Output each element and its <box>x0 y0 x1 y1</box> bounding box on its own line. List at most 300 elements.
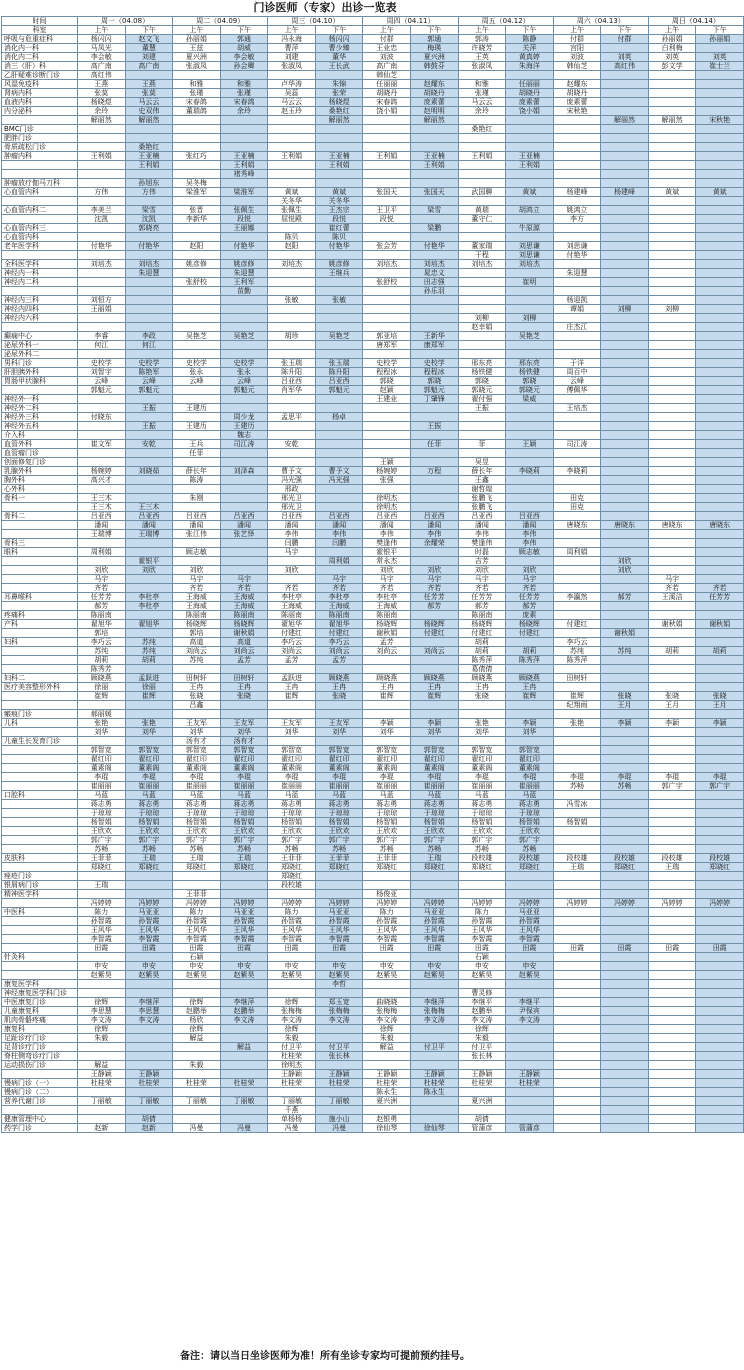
doctor-pm-cell: 韩鼓芬 <box>410 62 458 71</box>
doctor-pm-cell <box>410 125 458 134</box>
doctor-pm-cell: 刘欣 <box>601 566 649 575</box>
doctor-pm-cell: 申安 <box>125 962 173 971</box>
doctor-pm-cell <box>696 305 744 314</box>
doctor-am-cell <box>268 179 316 188</box>
department-name: 乳腺外科 <box>2 467 78 476</box>
doctor-am-cell: 屈悦殿 <box>268 215 316 224</box>
doctor-pm-cell: 李文涛 <box>315 1016 363 1025</box>
doctor-am-cell: 曲晓晓 <box>363 998 411 1007</box>
doctor-am-cell: 郑晓红 <box>458 863 506 872</box>
department-name: 骨质疏松门诊 <box>2 143 78 152</box>
schedule-row <box>2 233 744 242</box>
doctor-am-cell: 赵鹏举 <box>458 1007 506 1016</box>
doctor-am-cell: 李智霞 <box>78 935 126 944</box>
doctor-am-cell <box>648 530 696 539</box>
doctor-pm-cell <box>601 422 649 431</box>
doctor-am-cell <box>648 539 696 548</box>
doctor-pm-cell: 司江涛 <box>220 440 268 449</box>
doctor-am-cell: 徐辉 <box>458 1025 506 1034</box>
doctor-am-cell: 马宇 <box>363 575 411 584</box>
department-name: 骨科二 <box>2 512 78 521</box>
doctor-am-cell: 刘欣 <box>363 566 411 575</box>
weekend-merged-doctor: 谭娟 <box>553 305 601 314</box>
doctor-pm-cell <box>696 989 744 998</box>
doctor-pm-cell <box>506 323 554 332</box>
schedule-row <box>2 818 744 827</box>
doctor-am-cell: 蒋志勇 <box>268 800 316 809</box>
doctor-pm-cell <box>696 422 744 431</box>
doctor-pm-cell <box>696 881 744 890</box>
doctor-pm-cell <box>506 638 554 647</box>
doctor-pm-cell: 李会敏 <box>220 53 268 62</box>
schedule-row <box>2 836 744 845</box>
doctor-am-cell: 武国聊 <box>458 188 506 197</box>
doctor-pm-cell <box>410 1106 458 1115</box>
doctor-pm-cell <box>125 1061 173 1070</box>
doctor-am-cell: 崔辉 <box>363 692 411 701</box>
doctor-am-cell <box>173 1115 221 1124</box>
doctor-am-cell <box>648 971 696 980</box>
schedule-row <box>2 278 744 287</box>
doctor-am-cell <box>458 422 506 431</box>
doctor-pm-cell <box>220 233 268 242</box>
doctor-pm-cell <box>601 1025 649 1034</box>
doctor-am-cell: 李巧云 <box>268 638 316 647</box>
department-name <box>2 755 78 764</box>
doctor-am-cell <box>363 314 411 323</box>
doctor-am-cell <box>553 755 601 764</box>
doctor-am-cell: 郭广宇 <box>458 836 506 845</box>
doctor-am-cell: 胡晓丹 <box>363 89 411 98</box>
doctor-am-cell: 李颖 <box>363 719 411 728</box>
doctor-am-cell <box>268 314 316 323</box>
doctor-am-cell: 郝芳 <box>78 602 126 611</box>
doctor-am-cell <box>648 404 696 413</box>
schedule-row <box>2 206 744 215</box>
doctor-am-cell: 陈力 <box>173 908 221 917</box>
doctor-pm-cell <box>125 431 173 440</box>
doctor-am-cell: 申安 <box>458 962 506 971</box>
doctor-pm-cell: 陈贝 <box>315 233 363 242</box>
doctor-am-cell <box>553 953 601 962</box>
doctor-pm-cell <box>506 476 554 485</box>
doctor-pm-cell: 郝芳 <box>601 593 649 602</box>
doctor-pm-cell: 郭魁元 <box>220 386 268 395</box>
doctor-pm-cell: 王亚楠 <box>506 152 554 161</box>
doctor-pm-cell <box>220 323 268 332</box>
doctor-am-cell: 赵紫昊 <box>78 971 126 980</box>
doctor-pm-cell: 马蓝 <box>125 791 173 800</box>
doctor-pm-cell <box>696 161 744 170</box>
doctor-am-cell: 刘智宇 <box>78 368 126 377</box>
doctor-pm-cell: 王静颖 <box>125 1070 173 1079</box>
doctor-pm-cell <box>601 107 649 116</box>
doctor-pm-cell <box>696 1088 744 1097</box>
doctor-pm-cell <box>125 1034 173 1043</box>
doctor-pm-cell: 云峰 <box>125 377 173 386</box>
doctor-pm-cell: 邢东亮 <box>506 359 554 368</box>
doctor-am-cell: 胡莉 <box>78 656 126 665</box>
doctor-pm-cell: 王杰宗 <box>315 206 363 215</box>
doctor-pm-cell: 周少龙 <box>220 413 268 422</box>
doctor-pm-cell: 赵新 <box>125 1124 173 1133</box>
doctor-pm-cell <box>410 1097 458 1106</box>
schedule-row <box>2 116 744 125</box>
doctor-pm-cell <box>601 89 649 98</box>
doctor-pm-cell <box>601 962 649 971</box>
doctor-am-cell: 解丽然 <box>648 116 696 125</box>
doctor-pm-cell: 董素阁 <box>125 764 173 773</box>
corner-dept-label: 科室 <box>2 26 78 35</box>
schedule-row <box>2 458 744 467</box>
doctor-am-cell: 胡珍 <box>268 332 316 341</box>
doctor-pm-cell: 吕亚西 <box>315 377 363 386</box>
doctor-am-cell <box>553 809 601 818</box>
doctor-am-cell: 申安 <box>78 962 126 971</box>
doctor-pm-cell <box>410 638 458 647</box>
doctor-am-cell: 吕鑫 <box>173 701 221 710</box>
doctor-am-cell: 申安 <box>173 962 221 971</box>
doctor-am-cell <box>268 269 316 278</box>
doctor-pm-cell: 付群 <box>601 35 649 44</box>
doctor-pm-cell: 王利娟 <box>125 161 173 170</box>
doctor-am-cell: 周利娟 <box>553 548 601 557</box>
department-name: 妇科二 <box>2 674 78 683</box>
doctor-pm-cell <box>601 1034 649 1043</box>
doctor-am-cell: 王瑞 <box>173 854 221 863</box>
doctor-pm-cell: 丁丽敏 <box>315 1097 363 1106</box>
department-name <box>2 557 78 566</box>
doctor-pm-cell: 王瑞博 <box>125 530 173 539</box>
doctor-pm-cell: 赵文飞 <box>125 35 173 44</box>
doctor-pm-cell: 王建历 <box>220 422 268 431</box>
schedule-row <box>2 809 744 818</box>
doctor-am-cell: 王菲菲 <box>173 890 221 899</box>
doctor-pm-cell: 孙智霞 <box>506 917 554 926</box>
department-name: 泌尿外科一 <box>2 341 78 350</box>
doctor-am-cell: 李颖 <box>648 719 696 728</box>
doctor-pm-cell <box>601 818 649 827</box>
doctor-am-cell <box>363 404 411 413</box>
doctor-am-cell <box>268 989 316 998</box>
doctor-pm-cell: 翟旭华 <box>125 620 173 629</box>
doctor-am-cell <box>458 134 506 143</box>
doctor-am-cell: 付艳华 <box>553 251 601 260</box>
doctor-pm-cell <box>506 980 554 989</box>
doctor-am-cell <box>363 269 411 278</box>
doctor-pm-cell: 赵明明 <box>410 107 458 116</box>
doctor-pm-cell: 杜桂荣 <box>220 1079 268 1088</box>
doctor-am-cell: 胡晓丹 <box>553 89 601 98</box>
doctor-pm-cell <box>601 413 649 422</box>
doctor-pm-cell <box>601 44 649 53</box>
schedule-row <box>2 377 744 386</box>
schedule-row <box>2 575 744 584</box>
doctor-am-cell: 李文涛 <box>268 1016 316 1025</box>
doctor-am-cell: 崔辉 <box>553 692 601 701</box>
doctor-am-cell <box>553 71 601 80</box>
schedule-row <box>2 341 744 350</box>
doctor-am-cell <box>78 251 126 260</box>
doctor-am-cell: 赵鹏举 <box>173 1007 221 1016</box>
doctor-am-cell: 陈秀芳 <box>78 665 126 674</box>
doctor-am-cell: 王丽娟 <box>78 305 126 314</box>
doctor-pm-cell: 李哲 <box>315 980 363 989</box>
doctor-pm-cell: 苗勤 <box>220 287 268 296</box>
doctor-pm-cell: 蒋志勇 <box>125 800 173 809</box>
doctor-am-cell: 胡莉 <box>458 647 506 656</box>
doctor-am-cell: 谢哲煌 <box>458 485 506 494</box>
doctor-am-cell: 董素阁 <box>363 764 411 773</box>
doctor-am-cell <box>553 989 601 998</box>
doctor-am-cell: 杨智娟 <box>173 818 221 827</box>
doctor-am-cell: 翟旭华 <box>268 620 316 629</box>
doctor-pm-cell: 康郑军 <box>410 341 458 350</box>
doctor-pm-cell: 谢秋娟 <box>696 620 744 629</box>
doctor-pm-cell <box>410 431 458 440</box>
doctor-pm-cell: 郑晓红 <box>315 863 363 872</box>
doctor-pm-cell: 郑晓红 <box>410 863 458 872</box>
doctor-pm-cell: 朱海洋 <box>506 62 554 71</box>
doctor-pm-cell <box>601 971 649 980</box>
doctor-am-cell <box>173 350 221 359</box>
department-name <box>2 935 78 944</box>
doctor-am-cell: 云峰 <box>173 377 221 386</box>
schedule-row <box>2 260 744 269</box>
doctor-am-cell <box>553 287 601 296</box>
doctor-pm-cell: 王海威 <box>220 602 268 611</box>
doctor-pm-cell: 苏畅 <box>410 845 458 854</box>
doctor-am-cell: 王友军 <box>173 719 221 728</box>
doctor-pm-cell: 刘欣 <box>410 566 458 575</box>
doctor-am-cell: 王友军 <box>268 719 316 728</box>
day-header: 周三（04.10） <box>268 17 363 26</box>
doctor-pm-cell <box>220 251 268 260</box>
doctor-pm-cell: 王利娟 <box>315 161 363 170</box>
doctor-am-cell <box>553 566 601 575</box>
doctor-pm-cell: 李伟 <box>410 530 458 539</box>
doctor-am-cell: 姚鸿立 <box>553 206 601 215</box>
doctor-am-cell: 丁丽敏 <box>268 1097 316 1106</box>
doctor-am-cell <box>553 665 601 674</box>
doctor-am-cell <box>553 233 601 242</box>
doctor-am-cell: 葛倩倩 <box>458 665 506 674</box>
doctor-pm-cell <box>315 134 363 143</box>
doctor-pm-cell <box>315 350 363 359</box>
doctor-am-cell: 刘培杰 <box>458 260 506 269</box>
doctor-pm-cell: 孙智霞 <box>315 917 363 926</box>
header-days-row <box>2 17 744 26</box>
doctor-am-cell <box>78 278 126 287</box>
doctor-pm-cell: 崔丽丽 <box>506 782 554 791</box>
doctor-am-cell <box>363 989 411 998</box>
doctor-pm-cell <box>601 215 649 224</box>
doctor-pm-cell <box>696 1007 744 1016</box>
doctor-am-cell <box>553 413 601 422</box>
doctor-am-cell: 菲 <box>458 440 506 449</box>
doctor-pm-cell <box>506 881 554 890</box>
doctor-am-cell <box>458 305 506 314</box>
doctor-am-cell <box>363 305 411 314</box>
doctor-pm-cell: 陈永生 <box>410 1088 458 1097</box>
doctor-am-cell: 陈贝 <box>268 233 316 242</box>
doctor-am-cell: 樊逢伟 <box>363 539 411 548</box>
doctor-am-cell: 郭亚培 <box>363 332 411 341</box>
doctor-pm-cell: 顾志敏 <box>506 548 554 557</box>
doctor-pm-cell: 王冉 <box>220 683 268 692</box>
doctor-am-cell: 冯婷婷 <box>363 899 411 908</box>
doctor-pm-cell <box>410 701 458 710</box>
doctor-pm-cell <box>601 656 649 665</box>
doctor-pm-cell: 吕亚西 <box>220 512 268 521</box>
doctor-pm-cell <box>696 503 744 512</box>
doctor-am-cell <box>173 485 221 494</box>
doctor-am-cell <box>648 377 696 386</box>
doctor-am-cell <box>553 449 601 458</box>
doctor-pm-cell <box>696 224 744 233</box>
doctor-am-cell: 孙丽娟 <box>173 35 221 44</box>
doctor-pm-cell <box>696 746 744 755</box>
doctor-am-cell: 顾志敏 <box>173 548 221 557</box>
doctor-am-cell: 徐明杰 <box>363 503 411 512</box>
doctor-pm-cell: 李伟 <box>506 539 554 548</box>
doctor-am-cell: 干程 <box>458 251 506 260</box>
doctor-am-cell <box>363 350 411 359</box>
doctor-am-cell: 翟红印 <box>268 755 316 764</box>
doctor-am-cell <box>648 827 696 836</box>
doctor-pm-cell: 王风华 <box>125 926 173 935</box>
doctor-pm-cell: 谢秋娟 <box>220 629 268 638</box>
doctor-pm-cell <box>696 431 744 440</box>
department-name: 妇科 <box>2 638 78 647</box>
doctor-am-cell: 陈力 <box>363 908 411 917</box>
doctor-am-cell: 黄斌 <box>268 188 316 197</box>
doctor-am-cell <box>648 395 696 404</box>
doctor-pm-cell <box>696 1079 744 1088</box>
doctor-pm-cell: 胡莉 <box>506 647 554 656</box>
doctor-pm-cell: 赵耀东 <box>410 80 458 89</box>
doctor-am-cell <box>363 872 411 881</box>
header-period-row <box>2 26 744 35</box>
doctor-am-cell <box>648 674 696 683</box>
doctor-pm-cell: 郝芳 <box>410 602 458 611</box>
doctor-pm-cell <box>601 872 649 881</box>
doctor-am-cell <box>553 611 601 620</box>
doctor-pm-cell: 王静颖 <box>410 1070 458 1079</box>
doctor-pm-cell: 张玉瑞 <box>315 359 363 368</box>
doctor-am-cell <box>363 431 411 440</box>
doctor-pm-cell <box>125 1052 173 1061</box>
doctor-pm-cell <box>601 80 649 89</box>
doctor-am-cell: 李伟 <box>363 530 411 539</box>
doctor-am-cell: 张莫 <box>78 89 126 98</box>
doctor-pm-cell: 齐若 <box>506 584 554 593</box>
doctor-pm-cell: 孙会卿 <box>220 62 268 71</box>
doctor-pm-cell: 杨智娟 <box>315 818 363 827</box>
department-name: 全科医学科 <box>2 260 78 269</box>
doctor-am-cell: 崔丽丽 <box>363 782 411 791</box>
doctor-am-cell: 王培杰 <box>553 404 601 413</box>
doctor-pm-cell: 马亚亚 <box>315 908 363 917</box>
department-name <box>2 287 78 296</box>
doctor-am-cell: 石颖 <box>173 953 221 962</box>
doctor-am-cell <box>553 1007 601 1016</box>
doctor-am-cell <box>268 287 316 296</box>
doctor-am-cell: 潘闻 <box>173 521 221 530</box>
doctor-am-cell: 王菲菲 <box>363 854 411 863</box>
doctor-am-cell <box>648 800 696 809</box>
doctor-am-cell: 时磊 <box>458 548 506 557</box>
doctor-am-cell: 杜桂荣 <box>458 1079 506 1088</box>
doctor-pm-cell <box>601 71 649 80</box>
doctor-pm-cell: 吴艳芝 <box>315 332 363 341</box>
doctor-pm-cell: 梁淮军 <box>220 188 268 197</box>
doctor-pm-cell <box>506 557 554 566</box>
doctor-am-cell: 霍银平 <box>363 548 411 557</box>
doctor-pm-cell: 董素阁 <box>506 764 554 773</box>
doctor-am-cell <box>363 197 411 206</box>
doctor-pm-cell <box>506 341 554 350</box>
doctor-pm-cell <box>315 566 363 575</box>
doctor-am-cell <box>648 1070 696 1079</box>
doctor-pm-cell: 刘思谦 <box>506 251 554 260</box>
doctor-am-cell <box>268 431 316 440</box>
doctor-am-cell: 田克 <box>553 503 601 512</box>
doctor-pm-cell: 张永 <box>220 368 268 377</box>
doctor-am-cell: 高广南 <box>78 62 126 71</box>
doctor-am-cell <box>363 656 411 665</box>
period-am: 上午 <box>553 26 601 35</box>
doctor-pm-cell <box>315 404 363 413</box>
doctor-am-cell: 李伟 <box>458 530 506 539</box>
doctor-am-cell: 苏纯 <box>78 647 126 656</box>
doctor-pm-cell: 王颖 <box>506 440 554 449</box>
doctor-am-cell <box>553 485 601 494</box>
doctor-pm-cell <box>696 1034 744 1043</box>
doctor-pm-cell <box>220 314 268 323</box>
doctor-am-cell <box>553 179 601 188</box>
doctor-pm-cell <box>696 611 744 620</box>
doctor-pm-cell <box>125 350 173 359</box>
doctor-pm-cell: 蒋志勇 <box>315 800 363 809</box>
doctor-am-cell: 段校雄 <box>648 854 696 863</box>
doctor-pm-cell: 夏兴洲 <box>410 53 458 62</box>
doctor-am-cell: 曹予文 <box>268 467 316 476</box>
doctor-pm-cell <box>696 98 744 107</box>
doctor-pm-cell <box>410 872 458 881</box>
doctor-pm-cell <box>506 233 554 242</box>
doctor-am-cell <box>268 575 316 584</box>
doctor-am-cell: 孙智霞 <box>78 917 126 926</box>
doctor-am-cell: 董素阁 <box>78 764 126 773</box>
doctor-am-cell: 王建业 <box>363 395 411 404</box>
doctor-am-cell: 李巧云 <box>553 638 601 647</box>
doctor-pm-cell <box>220 557 268 566</box>
doctor-pm-cell: 吴艳芝 <box>506 332 554 341</box>
doctor-pm-cell: 付建红 <box>410 629 458 638</box>
doctor-pm-cell: 田志强 <box>410 278 458 287</box>
doctor-am-cell <box>268 134 316 143</box>
doctor-pm-cell: 丁丽敏 <box>125 1097 173 1106</box>
doctor-am-cell <box>173 314 221 323</box>
department-name <box>2 386 78 395</box>
doctor-pm-cell: 田树轩 <box>220 674 268 683</box>
doctor-pm-cell <box>125 1088 173 1097</box>
doctor-am-cell: 刘培杰 <box>78 260 126 269</box>
period-pm: 下午 <box>410 26 458 35</box>
doctor-am-cell: 孟芳 <box>268 656 316 665</box>
doctor-am-cell: 张长林 <box>458 1052 506 1061</box>
